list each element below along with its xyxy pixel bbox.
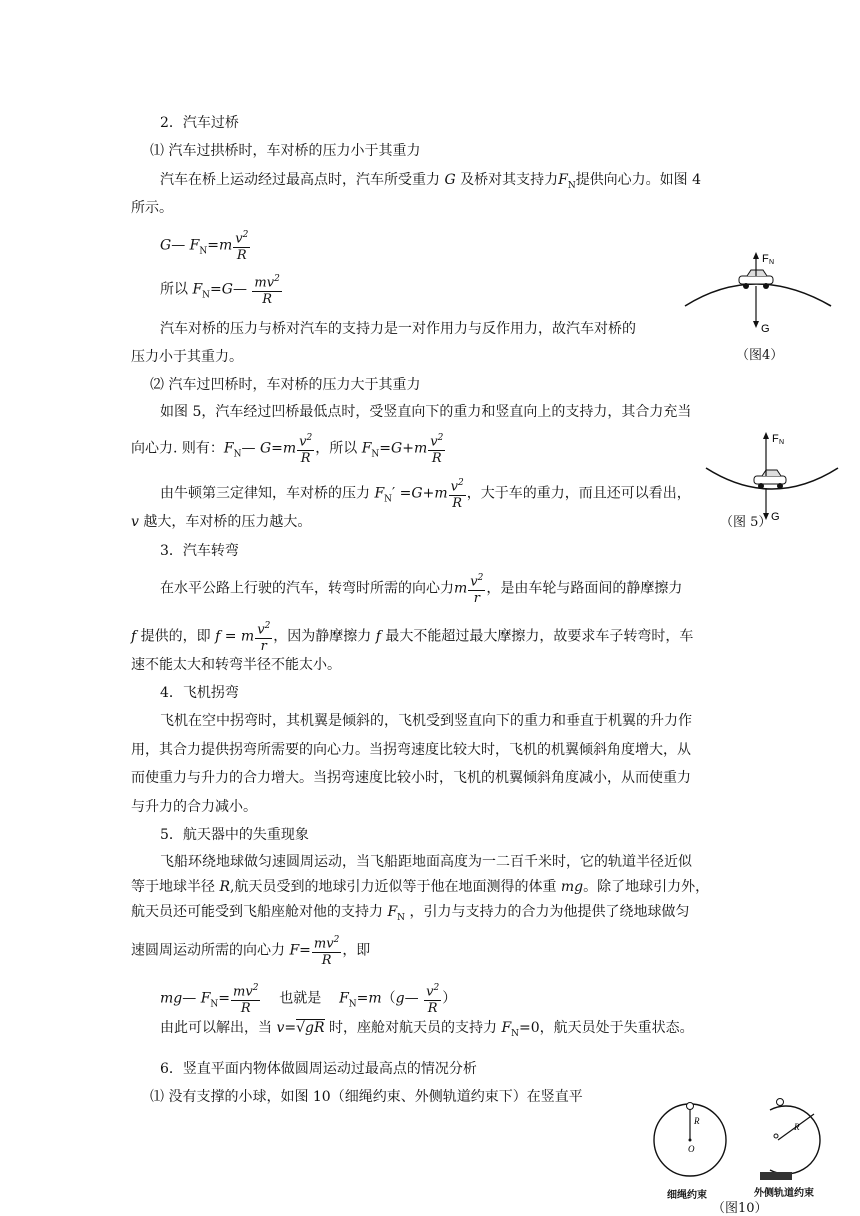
figure-4-caption: （图4）: [736, 348, 784, 363]
figure-10-rope: [652, 1088, 728, 1188]
paragraph-2-2-cont: 压力小于其重力。: [131, 349, 243, 365]
svg-text:R: R: [694, 1116, 700, 1126]
paragraph-5-5: 由此可以解出，当 v=√gR 时，座舱对航天员的支持力 $F_N=0$，航天员处于失重状态。: [160, 1020, 694, 1039]
car-icon: [754, 470, 786, 489]
figure-10-caption: （图10）: [712, 1201, 768, 1216]
heading-3: 3．汽车转弯: [160, 543, 239, 559]
fn-label-4: F: [762, 253, 769, 265]
paragraph-5-4: 速圆周运动所需的向心力 F= $\frac{mv^2}{R}$ ，即: [131, 932, 370, 969]
paragraph-5-3: 航天员还可能受到飞船座舱对他的支持力 $F_N$ ，引力与支持力的合力为他提供了绕地球做匀: [131, 904, 690, 923]
ball: [687, 1103, 694, 1110]
fn-label-5: F: [772, 433, 779, 445]
figure-4: [683, 250, 833, 335]
track-base: [760, 1172, 792, 1180]
svg-text:R: R: [794, 1122, 800, 1132]
paragraph-3-2: f 提供的，即 f = m $\frac{v^2}{r}$ ，因为静摩擦力 f 最大不能超过最大摩擦力，故要求车子转弯时，车: [131, 618, 693, 655]
paragraph-4-3: 而使重力与升力的合力增大。当拐弯速度比较小时，飞机的机翼倾斜角度减小，从而使重力: [131, 770, 691, 786]
paragraph-2-3-eq: 向心力. 则有：$F_N—$ G=m $\frac{v^2}{R}$ ，所以 $F_N=G+m$ $\frac{v^2}{R}$: [131, 430, 446, 467]
figure-10-right-label: 外侧轨道约束: [754, 1188, 814, 1199]
heading-2: 2．汽车过桥: [160, 115, 239, 131]
subheading-2-2: ⑵ 汽车过凹桥时，车对桥的压力大于其重力: [150, 377, 421, 393]
heading-5: 5．航天器中的失重现象: [160, 827, 309, 843]
g-label-4: G: [761, 323, 770, 335]
paragraph-2-4: 由牛顿第三定律知，车对桥的压力 $F_N' =G+m$ $\frac{v^2}{R}$ ，大于车的重力，而且还可以看出，: [160, 475, 691, 512]
paragraph-2-1-cont: 所示。: [131, 200, 173, 216]
paragraph-2-4-cont: v 越大，车对桥的压力越大。: [131, 514, 312, 530]
paragraph-2-3: 如图 5，汽车经过凹桥最低点时，受竖直向下的重力和竖直向上的支持力，其合力充当: [160, 404, 692, 420]
equation-5: mg— $F_N=$ $\frac{mv^2}{R}$ 也就是 $F_N=m(g—$ $\frac{v^2}{R}$ ）: [160, 980, 456, 1017]
paragraph-2-2: 汽车对桥的压力与桥对汽车的支持力是一对作用力与反作用力，故汽车对桥的: [160, 321, 636, 337]
svg-text:O: O: [688, 1144, 695, 1154]
heading-6: 6．竖直平面内物体做圆周运动过最高点的情况分析: [160, 1061, 477, 1077]
paragraph-5-2: 等于地球半径 R,航天员受到的地球引力近似等于他在地面测得的体重 mg。除了地球引力外，: [131, 879, 710, 895]
equation-1: G— $F_N=m$ $\frac{v^2}{R}$: [160, 227, 251, 264]
paragraph-4-1: 飞机在空中拐弯时，其机翼是倾斜的，飞机受到竖直向下的重力和垂直于机翼的升力作: [160, 713, 692, 729]
paragraph-4-2: 用，其合力提供拐弯所需要的向心力。当拐弯速度比较大时，飞机的机翼倾斜角度增大，从: [131, 742, 691, 758]
subheading-2-1: ⑴ 汽车过拱桥时，车对桥的压力小于其重力: [150, 143, 421, 159]
equation-2: 所以 $F_N=G—$ $\frac{mv^2}{R}$: [160, 271, 283, 308]
figure-10-track: [754, 1088, 834, 1188]
paragraph-3-1: 在水平公路上行驶的汽车，转弯时所需的向心力m $\frac{v^2}{r}$ ，是由车轮与路面间的静摩擦力: [160, 570, 682, 607]
heading-4: 4．飞机拐弯: [160, 685, 239, 701]
figure-10-left-label: 细绳约束: [667, 1190, 707, 1201]
paragraph-2-1: 汽车在桥上运动经过最高点时，汽车所受重力 G 及桥对其支持力$F_N$提供向心力。如图 4: [160, 172, 702, 191]
svg-text:N: N: [779, 439, 785, 446]
convex-bridge-arc: [685, 284, 831, 306]
svg-text:N: N: [769, 259, 775, 266]
paragraph-4-4: 与升力的合力减小。: [131, 799, 257, 815]
paragraph-3-3: 速不能太大和转弯半径不能太小。: [131, 657, 341, 673]
ball: [777, 1099, 784, 1106]
paragraph-6-1: ⑴ 没有支撑的小球，如图 10（细绳约束、外侧轨道约束下）在竖直平: [150, 1089, 583, 1105]
figure-5-caption: （图 5）: [720, 515, 772, 530]
g-label-5: G: [771, 511, 780, 523]
paragraph-5-1: 飞船环绕地球做匀速圆周运动，当飞船距地面高度为一二百千米时，它的轨道半径近似: [160, 854, 692, 870]
